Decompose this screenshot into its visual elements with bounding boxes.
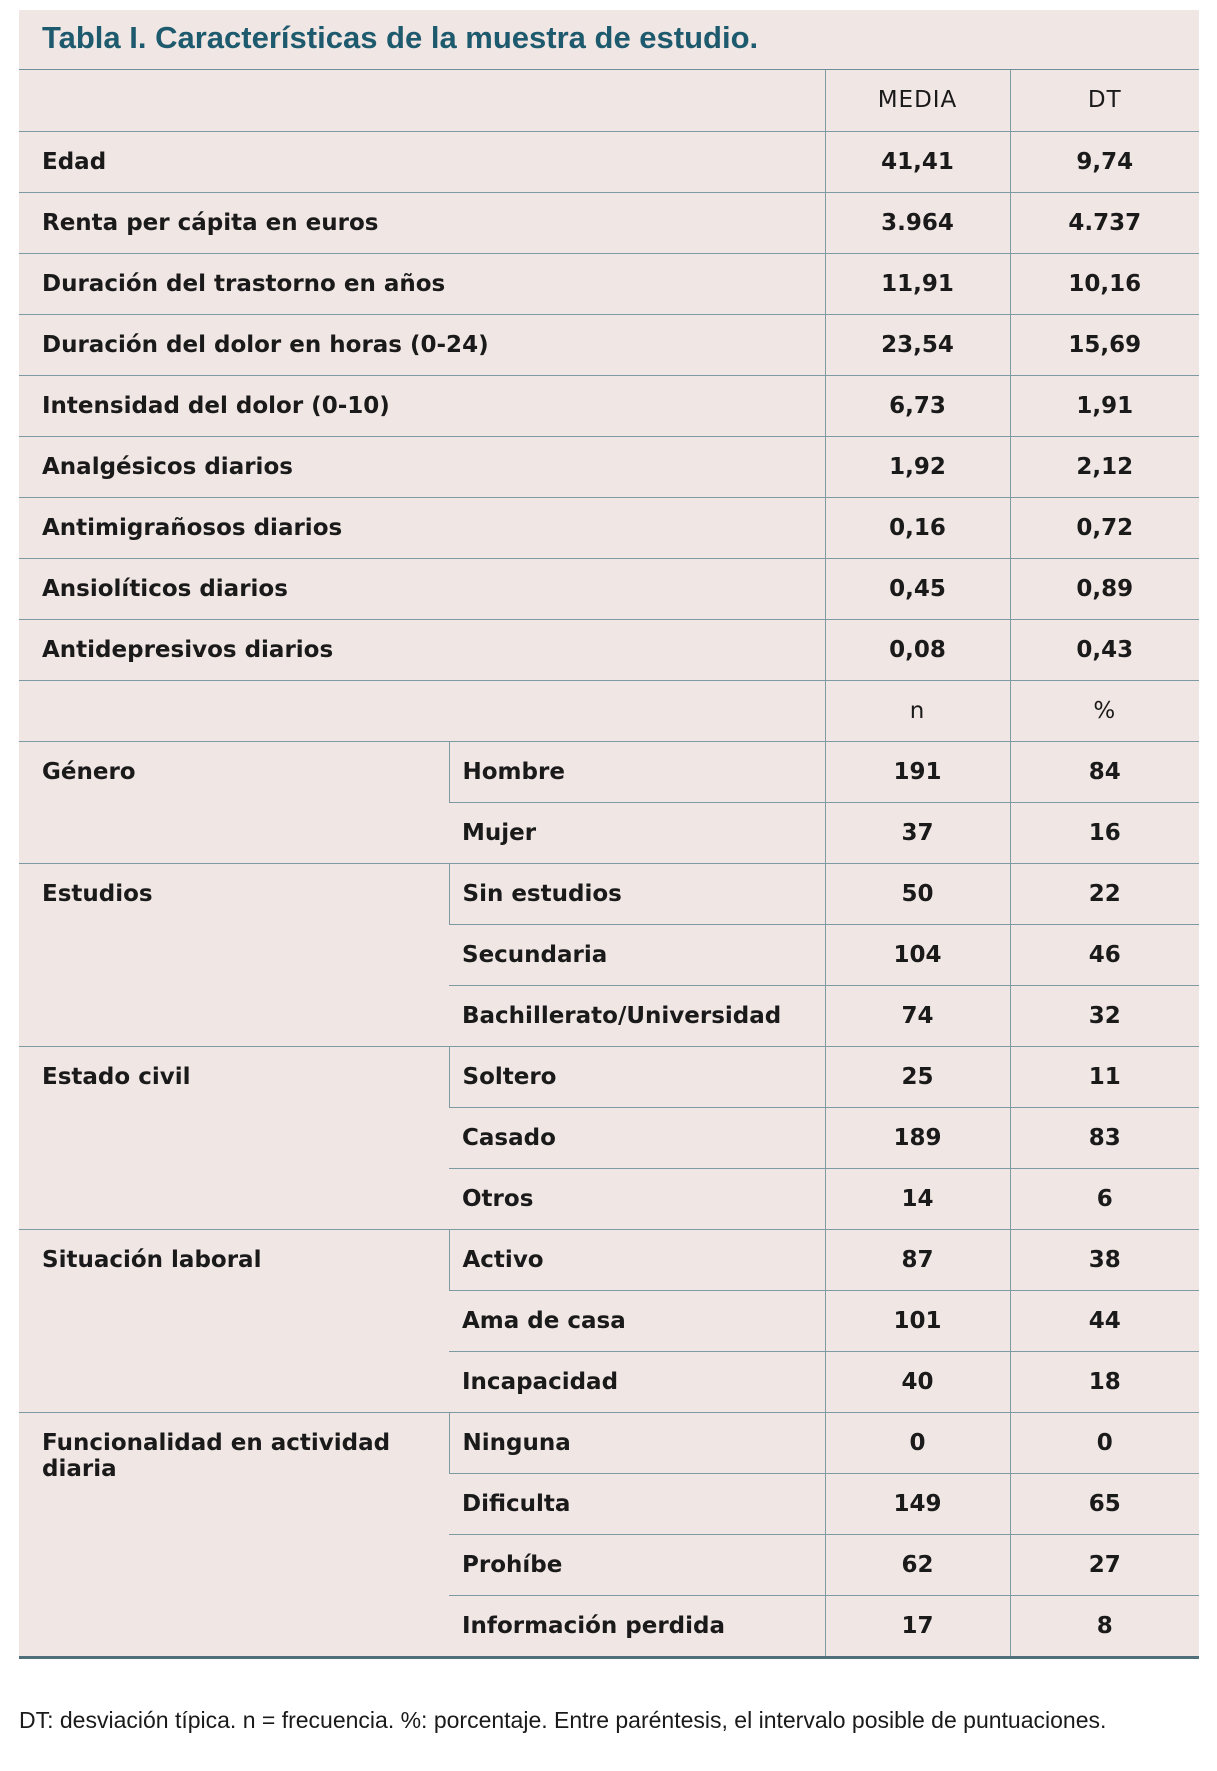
sd-value: 15,69 — [1010, 314, 1199, 375]
header-blank-cell — [19, 70, 825, 131]
category-label: Secundaria — [449, 924, 825, 985]
group-label: Género — [19, 741, 449, 863]
mean-value: 0,08 — [825, 619, 1010, 680]
table-footnote: DT: desviación típica. n = frecuencia. %: porcentaje. Entre paréntesis, el intervalo posible de puntuaciones. — [19, 1707, 1107, 1733]
frequency-value: 87 — [825, 1229, 1010, 1290]
percent-value: 83 — [1010, 1107, 1199, 1168]
category-label: Hombre — [449, 741, 825, 802]
sd-value: 0,43 — [1010, 619, 1199, 680]
category-label: Bachillerato/Universidad — [449, 985, 825, 1046]
percent-value: 18 — [1010, 1351, 1199, 1412]
header-dt: DT — [1010, 70, 1199, 131]
frequency-value: 25 — [825, 1046, 1010, 1107]
category-label: Sin estudios — [449, 863, 825, 924]
percent-value: 46 — [1010, 924, 1199, 985]
category-label: Incapacidad — [449, 1351, 825, 1412]
variable-label: Duración del dolor en horas (0-24) — [19, 314, 825, 375]
variable-label: Analgésicos diarios — [19, 436, 825, 497]
percent-value: 11 — [1010, 1046, 1199, 1107]
frequency-value: 189 — [825, 1107, 1010, 1168]
sd-value: 0,89 — [1010, 558, 1199, 619]
variable-label: Edad — [19, 131, 825, 192]
table-row — [19, 1046, 1199, 1107]
subheader-blank-cell — [19, 680, 825, 741]
percent-value: 16 — [1010, 802, 1199, 863]
sd-value: 2,12 — [1010, 436, 1199, 497]
percent-value: 8 — [1010, 1595, 1199, 1656]
table-row — [19, 436, 1199, 497]
table-subheader-row — [19, 680, 1199, 741]
header-n: n — [825, 680, 1010, 741]
category-label: Mujer — [449, 802, 825, 863]
category-label: Información perdida — [449, 1595, 825, 1656]
sd-value: 0,72 — [1010, 497, 1199, 558]
frequency-value: 191 — [825, 741, 1010, 802]
category-label: Casado — [449, 1107, 825, 1168]
frequency-value: 37 — [825, 802, 1010, 863]
percent-value: 0 — [1010, 1412, 1199, 1473]
table-panel — [19, 10, 1199, 1659]
mean-value: 0,45 — [825, 558, 1010, 619]
mean-value: 11,91 — [825, 253, 1010, 314]
sd-value: 9,74 — [1010, 131, 1199, 192]
group-label: Funcionalidad en actividad diaria — [19, 1412, 449, 1656]
group-label: Estudios — [19, 863, 449, 1046]
table-row — [19, 131, 1199, 192]
frequency-value: 0 — [825, 1412, 1010, 1473]
table-row — [19, 375, 1199, 436]
table-header-row — [19, 70, 1199, 131]
category-label: Soltero — [449, 1046, 825, 1107]
category-label: Ninguna — [449, 1412, 825, 1473]
frequency-value: 17 — [825, 1595, 1010, 1656]
percent-value: 27 — [1010, 1534, 1199, 1595]
table-row — [19, 1229, 1199, 1290]
mean-value: 0,16 — [825, 497, 1010, 558]
category-label: Activo — [449, 1229, 825, 1290]
frequency-value: 104 — [825, 924, 1010, 985]
frequency-value: 62 — [825, 1534, 1010, 1595]
variable-label: Ansiolíticos diarios — [19, 558, 825, 619]
category-label: Prohíbe — [449, 1534, 825, 1595]
percent-value: 44 — [1010, 1290, 1199, 1351]
table-row — [19, 314, 1199, 375]
frequency-value: 14 — [825, 1168, 1010, 1229]
category-label: Dificulta — [449, 1473, 825, 1534]
variable-label: Renta per cápita en euros — [19, 192, 825, 253]
variable-label: Duración del trastorno en años — [19, 253, 825, 314]
table-bottom-rule — [19, 1656, 1199, 1659]
table-row — [19, 497, 1199, 558]
table-row — [19, 558, 1199, 619]
mean-value: 3.964 — [825, 192, 1010, 253]
group-label: Estado civil — [19, 1046, 449, 1229]
table-row — [19, 863, 1199, 924]
table-row — [19, 253, 1199, 314]
frequency-value: 101 — [825, 1290, 1010, 1351]
frequency-value: 74 — [825, 985, 1010, 1046]
percent-value: 32 — [1010, 985, 1199, 1046]
group-label: Situación laboral — [19, 1229, 449, 1412]
table-row — [19, 192, 1199, 253]
header-media: MEDIA — [825, 70, 1010, 131]
variable-label: Intensidad del dolor (0-10) — [19, 375, 825, 436]
mean-value: 23,54 — [825, 314, 1010, 375]
category-label: Ama de casa — [449, 1290, 825, 1351]
table-body — [19, 70, 1199, 1656]
percent-value: 84 — [1010, 741, 1199, 802]
sd-value: 4.737 — [1010, 192, 1199, 253]
category-label: Otros — [449, 1168, 825, 1229]
mean-value: 6,73 — [825, 375, 1010, 436]
mean-value: 1,92 — [825, 436, 1010, 497]
table-row — [19, 741, 1199, 802]
variable-label: Antidepresivos diarios — [19, 619, 825, 680]
frequency-value: 149 — [825, 1473, 1010, 1534]
sd-value: 1,91 — [1010, 375, 1199, 436]
percent-value: 22 — [1010, 863, 1199, 924]
frequency-value: 50 — [825, 863, 1010, 924]
percent-value: 38 — [1010, 1229, 1199, 1290]
mean-value: 41,41 — [825, 131, 1010, 192]
characteristics-table — [19, 70, 1199, 1656]
percent-value: 65 — [1010, 1473, 1199, 1534]
table-title: Tabla I. Características de la muestra de estudio. — [19, 10, 1199, 70]
percent-value: 6 — [1010, 1168, 1199, 1229]
variable-label: Antimigrañosos diarios — [19, 497, 825, 558]
sd-value: 10,16 — [1010, 253, 1199, 314]
frequency-value: 40 — [825, 1351, 1010, 1412]
table-row — [19, 619, 1199, 680]
table-row — [19, 1412, 1199, 1473]
header-percent: % — [1010, 680, 1199, 741]
